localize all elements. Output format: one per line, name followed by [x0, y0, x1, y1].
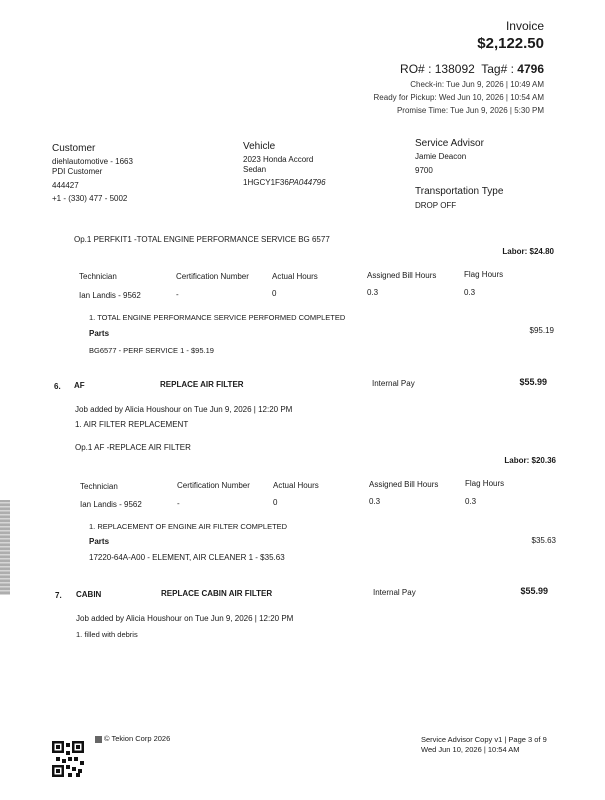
job6-tech-header-actual-hours: Actual Hours	[273, 481, 319, 490]
transport-heading: Transportation Type	[415, 186, 504, 197]
op-perfkit-part-total: $95.19	[529, 326, 554, 335]
op-perfkit-labor: Labor: $24.80	[502, 247, 554, 256]
vehicle-body: Sedan	[243, 165, 267, 174]
ro-label: RO#	[400, 62, 425, 76]
job6-tech-cell-certification: -	[177, 499, 180, 508]
ro-tag-line: RO# : 138092 Tag# : 4796	[400, 62, 544, 76]
vehicle-heading: Vehicle	[243, 141, 276, 152]
customer-line-1: diehlautomotive - 1663	[52, 157, 133, 166]
op-perfkit-title-text: Op.1 PERFKIT1 -TOTAL ENGINE PERFORMANCE SERVICE BG 6577	[74, 235, 330, 244]
job6-description: REPLACE AIR FILTER	[160, 380, 244, 389]
ro-number: 138092	[434, 62, 475, 76]
invoice-total: $2,122.50	[477, 35, 544, 52]
tech-header-actual-hours: Actual Hours	[272, 272, 318, 281]
job6-part-line: 17220-64A-A00 - ELEMENT, AIR CLEANER 1 - $35.63	[89, 553, 285, 562]
job6-tech-cell-flag-hours: 0.3	[465, 497, 477, 506]
job6-number: 6.	[54, 382, 61, 391]
job7-concern: 1. filled with debris	[76, 630, 138, 639]
tekion-logo-icon	[95, 736, 102, 743]
job7-amount: $55.99	[520, 586, 548, 596]
tech-cell-technician: Ian Landis - 9562	[79, 291, 141, 300]
vin-suffix: PA044796	[288, 178, 326, 187]
qr-code-icon	[52, 741, 84, 777]
tech-header-technician: Technician	[79, 272, 117, 281]
tag-number: 4796	[517, 62, 544, 76]
advisor-name: Jamie Deacon	[415, 152, 467, 161]
tag-label: Tag#	[481, 62, 508, 76]
job6-tech-header-flag-hours: Flag Hours	[465, 479, 505, 488]
job6-tech-cell-technician: Ian Landis - 9562	[80, 500, 142, 509]
advisor-heading: Service Advisor	[415, 138, 484, 149]
job6-parts-label: Parts	[89, 537, 110, 546]
job6-amount: $55.99	[519, 377, 547, 387]
op-perfkit-title	[74, 235, 330, 244]
job6-tech-cell-assigned-hours: 0.3	[369, 497, 381, 506]
customer-phone: +1 - (330) 477 - 5002	[52, 194, 128, 203]
document-type: Invoice	[505, 19, 544, 33]
footer-copy-info: Service Advisor Copy v1 | Page 3 of 9	[421, 735, 547, 744]
tech-header-flag-hours: Flag Hours	[464, 270, 504, 279]
vehicle-vin	[243, 178, 326, 187]
vehicle-model: 2023 Honda Accord	[243, 155, 314, 164]
job6-concern: 1. AIR FILTER REPLACEMENT	[75, 420, 189, 429]
customer-line-2: PDI Customer	[52, 167, 103, 176]
job6-tech-header-certification: Certification Number	[177, 481, 250, 490]
job6-pay-type: Internal Pay	[372, 379, 415, 388]
copyright-text: © Tekion Corp 2026	[104, 734, 171, 743]
tech-cell-actual-hours: 0	[272, 289, 277, 298]
customer-line-3: 444427	[52, 181, 79, 190]
job7-number: 7.	[55, 591, 62, 600]
ready-time: Ready for Pickup: Wed Jun 10, 2026 | 10:54 AM	[373, 93, 544, 102]
job6-tech-header-assigned-hours: Assigned Bill Hours	[369, 480, 439, 489]
tech-header-assigned-hours: Assigned Bill Hours	[367, 271, 437, 280]
transport-value: DROP OFF	[415, 201, 457, 210]
job6-part-total: $35.63	[531, 536, 556, 545]
op-perfkit-parts-label: Parts	[89, 329, 110, 338]
checkin-time: Check-in: Tue Jun 9, 2026 | 10:49 AM	[410, 80, 544, 89]
job6-note: 1. REPLACEMENT OF ENGINE AIR FILTER COMPLETED	[89, 522, 288, 531]
tech-cell-certification: -	[176, 290, 179, 299]
footer-printed-time: Wed Jun 10, 2026 | 10:54 AM	[421, 745, 520, 754]
job6-code: AF	[74, 381, 85, 390]
footer-copyright	[95, 734, 170, 743]
op-perfkit-note: 1. TOTAL ENGINE PERFORMANCE SERVICE PERFORMED COMPLETED	[89, 313, 346, 322]
job7-description: REPLACE CABIN AIR FILTER	[161, 589, 273, 598]
tech-cell-flag-hours: 0.3	[464, 288, 476, 297]
advisor-number: 9700	[415, 166, 433, 175]
job6-tech-header-technician: Technician	[80, 482, 118, 491]
job7-pay-type: Internal Pay	[373, 588, 416, 597]
job6-op-title: Op.1 AF -REPLACE AIR FILTER	[75, 443, 191, 452]
job7-code: CABIN	[76, 590, 102, 599]
job7-added-by: Job added by Alicia Houshour on Tue Jun 9, 2026 | 12:20 PM	[76, 614, 294, 623]
tech-cell-assigned-hours: 0.3	[367, 288, 379, 297]
job6-added-by: Job added by Alicia Houshour on Tue Jun 9, 2026 | 12:20 PM	[75, 405, 293, 414]
job6-labor: Labor: $20.36	[504, 456, 556, 465]
tech-header-certification: Certification Number	[176, 272, 249, 281]
promise-time: Promise Time: Tue Jun 9, 2026 | 5:30 PM	[396, 106, 544, 115]
op-perfkit-part-line: BG6577 - PERF SERVICE 1 - $95.19	[89, 346, 214, 355]
job6-tech-cell-actual-hours: 0	[273, 498, 278, 507]
scan-artifact	[0, 500, 10, 595]
vin-prefix: 1HGCY1F36	[243, 178, 289, 187]
customer-heading: Customer	[52, 143, 96, 154]
